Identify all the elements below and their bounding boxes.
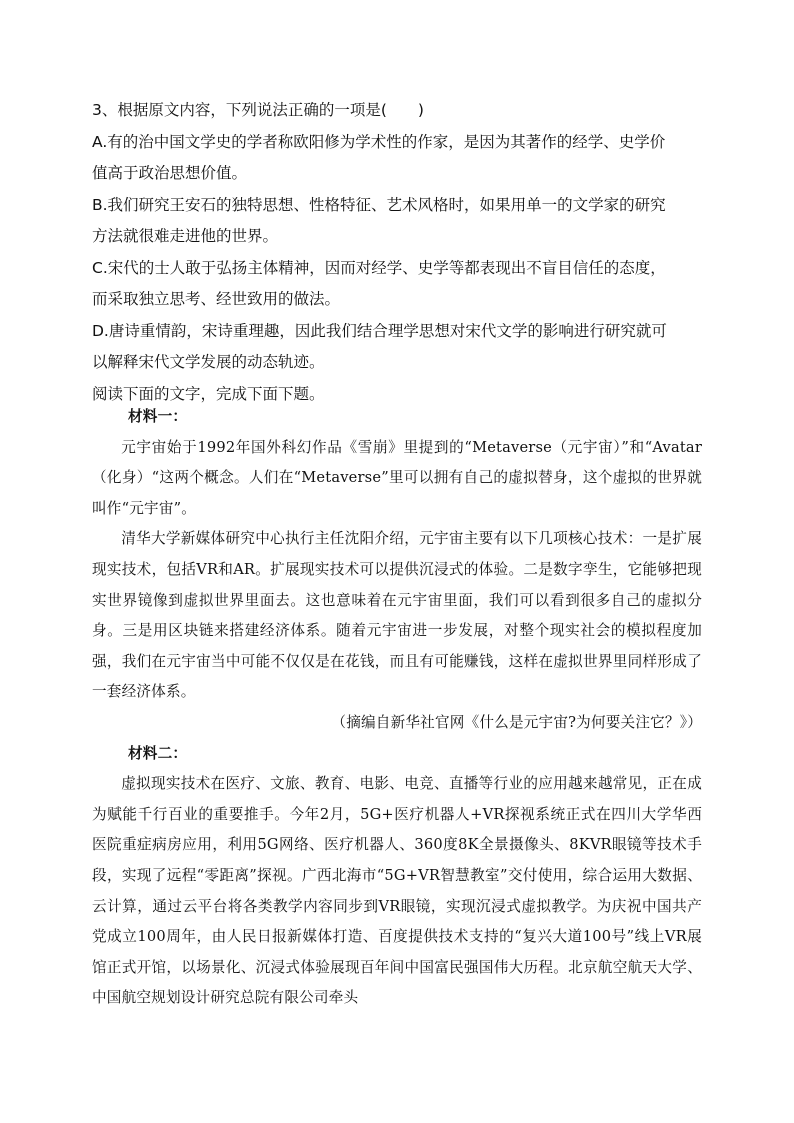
option-d-line2: 以解释宋代文学发展的动态轨迹。: [92, 353, 325, 371]
option-c-line2: 而采取独立思考、经世致用的做法。: [92, 290, 341, 308]
option-d-line1: D.唐诗重情韵，宋诗重理趣，因此我们结合理学思想对宋代文学的影响进行研究就可: [92, 321, 667, 340]
reading-instruction: 阅读下面的文字，完成下面下题。: [92, 384, 325, 403]
option-b-line1: B.我们研究王安石的独特思想、性格特征、艺术风格时，如果用单一的文学家的研究: [92, 195, 666, 214]
reading-passage: [92, 402, 702, 1014]
material-1-label: 材料一：: [128, 408, 188, 425]
option-b-line2: 方法就很难走进他的世界。: [92, 227, 279, 245]
material-1-paragraph-2: 清华大学新媒体研究中心执行主任沈阳介绍，元宇宙主要有以下几项核心技术：一是扩展现实技术，包括VR和AR。扩展现实技术可以提供沉浸式的体验。二是数字孪生，它能够把现实世界镜像到虚拟世界里面去。这也意味着在元宇宙里面，我们可以看到很多自己的虚拟分身。三是用区块链来搭建经济体系。随着元宇宙进一步发展，对整个现实社会的模拟程度加强，我们在元宇宙当中可能不仅仅是在花钱，而且有可能赚钱，这样在虚拟世界里同样形成了一套经济体系。: [92, 530, 702, 701]
question-stem: 3、根据原文内容，下列说法正确的一项是( ): [92, 101, 424, 119]
material-2-label: 材料二：: [128, 744, 188, 762]
option-a-line2: 值高于政治思想价值。: [92, 164, 248, 182]
material-1-source: （摘编自新华社官网《什么是元宇宙?为何要关注它？》）: [331, 713, 702, 731]
material-2-paragraph-1: 虚拟现实技术在医疗、文旅、教育、电影、电竞、直播等行业的应用越来越常见，正在成为赋能千行百业的重要推手。今年2月，5G+医疗机器人+VR探视系统正式在四川大学华西医院重症病房应用，利用5G网络、医疗机器人、360度8K全景摄像头、8KVR眼镜等技术手段，实现了远程“零距离”探视。广西北海市“5G+VR智慧教室”交付使用，综合运用大数据、云计算，通过云平台将各类教学内容同步到VR眼镜，实现沉浸式虚拟教学。为庆祝中国共产党成立100周年，由人民日报新媒体打造、百度提供技术支持的“复兴大道100号”线上VR展馆正式开馆，以场景化、沉浸式体验展现百年间中国富民强国伟大历程。北京航空航天大学、中国航空规划设计研究总院有限公司牵头: [92, 775, 702, 1007]
option-c-line1: C.宋代的士人敢于弘扬主体精神，因而对经学、史学等都表现出不盲目信任的态度，: [92, 258, 666, 277]
question-block: [92, 95, 702, 410]
option-a-line1: A.有的治中国文学史的学者称欧阳修为学术性的作家，是因为其著作的经学、史学价: [92, 132, 666, 151]
material-1-paragraph-1: 元宇宙始于1992年国外科幻作品《雪崩》里提到的“Metaverse（元宇宙）”和“Avatar（化身）“这两个概念。人们在“Metaverse”里可以拥有自己的虚拟替身，这个虚拟的世界就叫作“元宇宙”。: [92, 438, 702, 517]
